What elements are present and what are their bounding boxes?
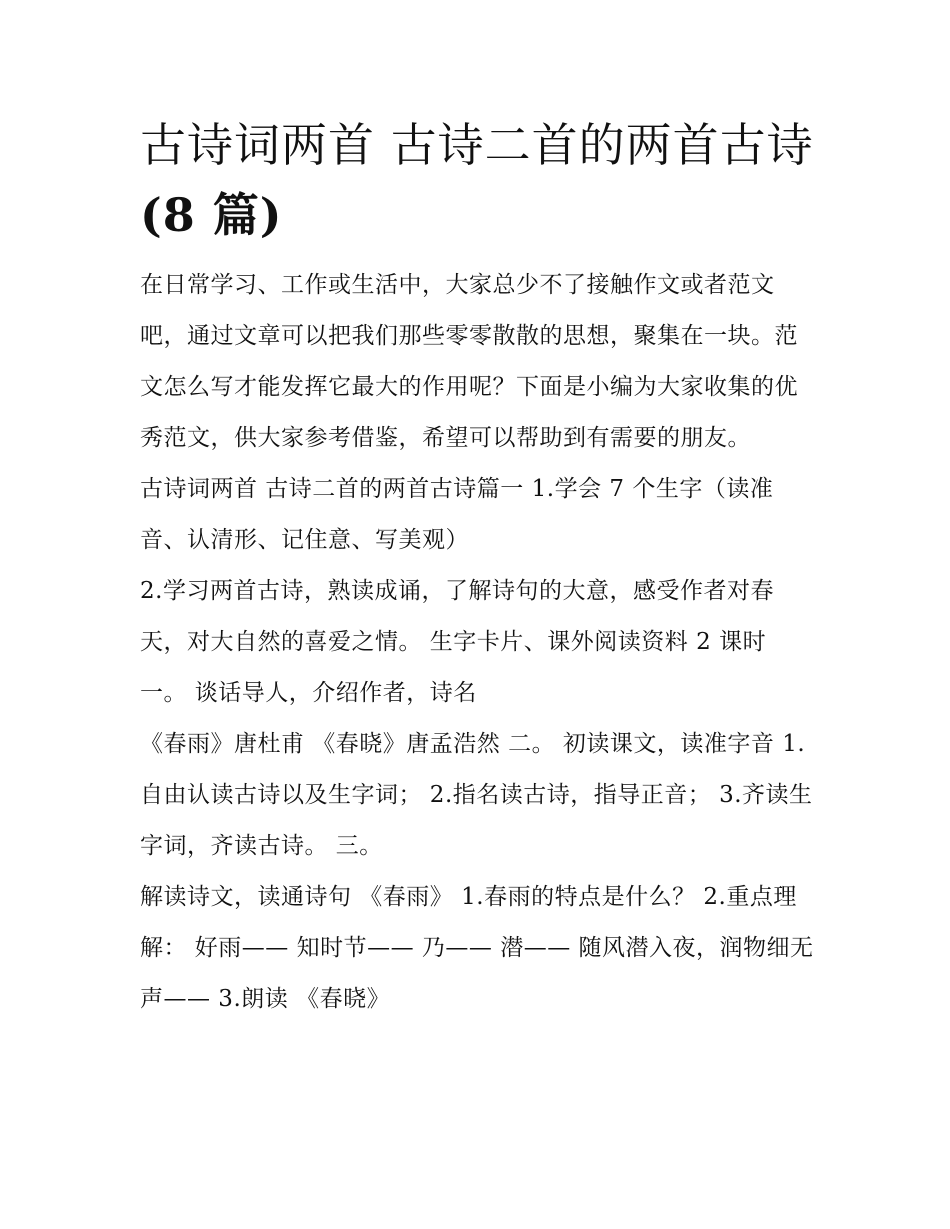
document-title [140, 110, 820, 250]
lesson-goal-1: 古诗词两首 古诗二首的两首古诗篇一 1.学会 7 个生字（读准音、认清形、记住意、写美观） [140, 476, 774, 553]
title-text: 古诗词两首 古诗二首的两首古诗 [140, 118, 814, 172]
intro-paragraph: 在日常学习、工作或生活中，大家总少不了接触作文或者范文吧，通过文章可以把我们那些零零散散的思想，聚集在一块。范文怎么写才能发挥它最大的作用呢？下面是小编为大家收集的优秀范文，供大家参考借鉴，希望可以帮助到有需要的朋友。 [140, 272, 798, 451]
document-body [140, 260, 820, 1025]
lesson-goal-2: 2.学习两首古诗，熟读成诵，了解诗句的大意，感受作者对春天，对大自然的喜爱之情。 生字卡片、课外阅读资料 2 课时 一。 谈话导人，介绍作者，诗名 [140, 578, 774, 706]
title-count: (8 篇) [140, 188, 283, 242]
lesson-step-reading: 《春雨》唐杜甫 《春晓》唐孟浩然 二。 初读课文，读准字音 1.自由认读古诗以及生字词； 2.指名读古诗，指导正音； 3.齐读生字词，齐读古诗。 三。 [140, 731, 813, 859]
lesson-step-interpretation: 解读诗文，读通诗句 《春雨》 1.春雨的特点是什么？ 2.重点理解： 好雨—— 知时节—— 乃—— 潜—— 随风潜入夜，润物细无声—— 3.朗读 《春晓》 [140, 884, 814, 1012]
document-page [140, 110, 820, 1025]
